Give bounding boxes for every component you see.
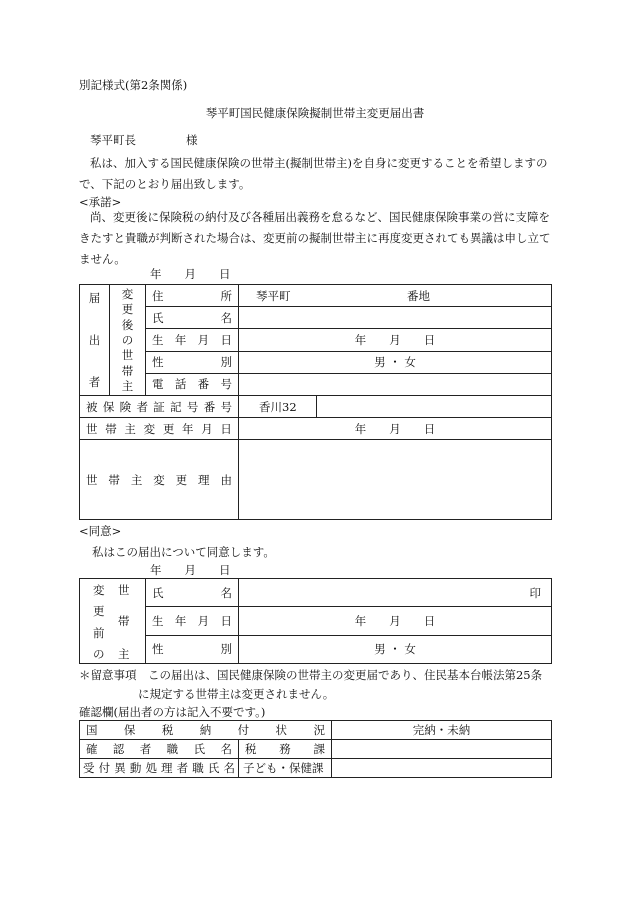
processor-label: 受 付 異 動 処 理 者 職 氏 名 [80, 759, 239, 778]
gender-field[interactable] [239, 351, 552, 373]
processor-dept: 子ども・保健課 [239, 759, 332, 778]
checker-dept: 税 務 課 [239, 740, 332, 759]
submission-date: 年 月 日 [150, 267, 231, 281]
address-banchi: 番地 [407, 288, 430, 303]
dob-label: 生 年 月 日 [146, 329, 239, 351]
previous-head-table [79, 578, 552, 664]
consent-paragraph: 尚、変更後に保険税の納付及び各種届出義務を怠るなど、国民健康保険事業の営に支障をきたすと貴職が判断された場合は、変更前の擬制世帯主に再度変更されても異議は申し立てません。 [79, 210, 551, 266]
intro-paragraph: 私は、加入する国民健康保険の世帯主(擬制世帯主)を自身に変更することを希望しますので、下記のとおり届出致します。 [79, 156, 548, 191]
prev-name-field[interactable] [239, 579, 552, 607]
tax-status-field[interactable]: 完納・未納 [332, 721, 552, 740]
honorific: 様 [186, 133, 198, 147]
insurance-number-prefix[interactable]: 香川32 [239, 396, 317, 418]
change-reason-field[interactable] [239, 440, 552, 520]
agreement-date: 年 月 日 [150, 563, 231, 577]
confirmation-table [79, 720, 552, 778]
processor-name-field[interactable] [332, 759, 552, 778]
prev-dob-label: 生 年 月 日 [146, 607, 239, 635]
prev-gender-label: 性 別 [146, 635, 239, 663]
address-town: 琴平町 [256, 288, 291, 303]
change-date-field[interactable] [239, 418, 552, 440]
prev-gender-field[interactable]: 男 ・ 女 [239, 635, 552, 663]
agreement-heading: <同意> [79, 524, 122, 538]
note-line-2: に規定する世帯主は変更されません。 [138, 687, 335, 701]
form-reference: 別記様式(第2条関係) [79, 78, 188, 92]
phone-field[interactable] [239, 373, 552, 395]
applicant-table [79, 284, 552, 520]
insurance-number-field[interactable] [317, 396, 552, 418]
change-date-value: 年 月 日 [354, 421, 436, 436]
gender-value: 男 ・ 女 [374, 355, 416, 370]
checker-label: 確 認 者 職 氏 名 [80, 740, 239, 759]
phone-label: 電 話 番 号 [146, 373, 239, 395]
note-line-1: ＊留意事項 この届出は、国民健康保険の世帯主の変更届であり、住民基本台帳法第25条 [79, 668, 543, 682]
address-field[interactable] [239, 285, 552, 307]
consent-heading: <承諾> [79, 195, 122, 209]
confirm-heading: 確認欄(届出者の方は記入不要です。) [79, 705, 266, 719]
form-title: 琴平町国民健康保険擬制世帯主変更届出書 [205, 106, 425, 120]
checker-name-field[interactable] [332, 740, 552, 759]
address-label: 住 所 [146, 285, 239, 307]
insurance-number-label: 被 保 険 者 証 記 号 番 号 [80, 396, 239, 418]
applicant-inner-label: 変 更 後 の 世 帯 主 [110, 285, 146, 396]
change-reason-label: 世 帯 主 変 更 理 由 [80, 440, 239, 520]
tax-status-label: 国 保 税 納 付 状 況 [80, 721, 332, 740]
agreement-text: 私はこの届出について同意します。 [92, 545, 275, 559]
prev-dob-field[interactable]: 年 月 日 [239, 607, 552, 635]
name-label: 氏 名 [146, 307, 239, 329]
name-field[interactable] [239, 307, 552, 329]
prev-name-label: 氏 名 [146, 579, 239, 607]
applicant-outer-label: 届 出 者 [80, 285, 110, 396]
gender-label: 性 別 [146, 351, 239, 373]
addressee: 琴平町長 [90, 133, 136, 147]
previous-head-label: 変 世 更 帯 前 の 主 [80, 579, 146, 664]
dob-field[interactable] [239, 329, 552, 351]
change-date-label: 世 帯 主 変 更 年 月 日 [80, 418, 239, 440]
dob-value: 年 月 日 [354, 332, 436, 347]
seal-mark: 印 [529, 585, 541, 600]
